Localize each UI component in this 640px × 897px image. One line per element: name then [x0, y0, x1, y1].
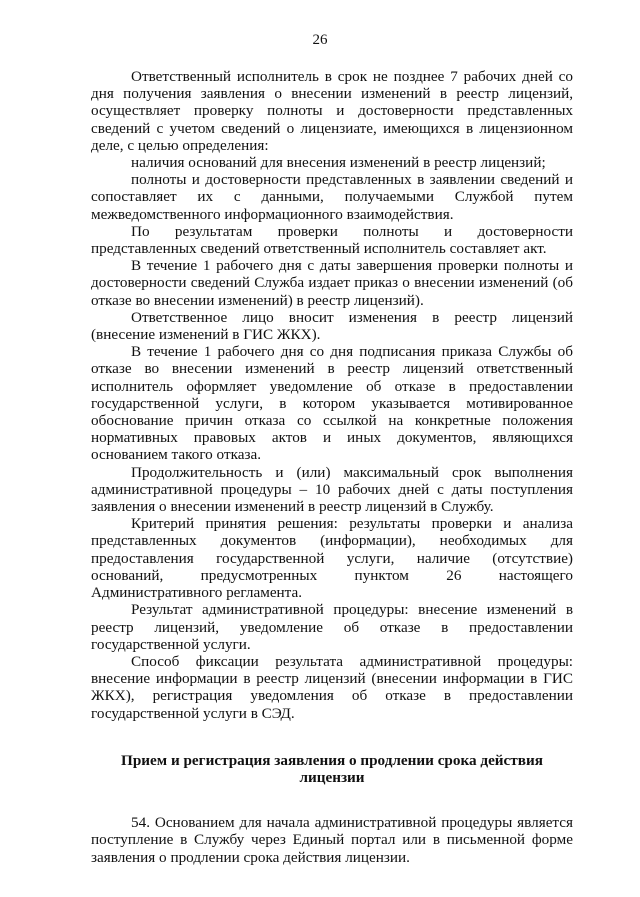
- paragraph-54: 54. Основанием для начала административной процедуры является поступление в Службу через Единый портал или в письменной форме заявления о продлении срока действия лицензии.: [91, 814, 573, 866]
- section-heading-line: Прием и регистрация заявления о продлении срока действия: [121, 751, 543, 769]
- paragraph: Ответственный исполнитель в срок не позднее 7 рабочих дней со дня получения заявления о внесении изменений в реестр лицензий, осуществляет проверку полноты и достоверности представленных сведений с учетом сведений о лицензиате, имеющихся в лицензионном деле, с целью определения:: [91, 68, 573, 154]
- paragraph: наличия оснований для внесения изменений в реестр лицензий;: [131, 154, 546, 172]
- page-number: 26: [312, 32, 328, 48]
- paragraph: В течение 1 рабочего дня со дня подписания приказа Службы об отказе во внесении изменений в реестр лицензий ответственный исполнитель оформляет уведомление об отказе в предоставлении государственной услуги, в котором указывается мотивированное обоснование причин отказа со ссылкой на конкретные положения нормативных правовых актов и иных документов, являющихся основанием такого отказа.: [91, 343, 573, 464]
- section-heading: [91, 752, 573, 786]
- document-body: [91, 68, 573, 866]
- paragraph: Ответственное лицо вносит изменения в реестр лицензий (внесение изменений в ГИС ЖКХ).: [91, 308, 573, 344]
- paragraph: По результатам проверки полноты и достоверности представленных сведений ответственный исполнитель составляет акт.: [91, 222, 573, 258]
- section-heading-line: лицензии: [299, 768, 365, 786]
- paragraph: В течение 1 рабочего дня с даты завершения проверки полноты и достоверности сведений Служба издает приказ о внесении изменений (об отказе во внесении изменений) в реестр лицензий).: [91, 257, 573, 309]
- paragraph: Продолжительность и (или) максимальный срок выполнения административной процедуры – 10 рабочих дней с даты поступления заявления о внесении изменений в реестр лицензий в Службу.: [91, 463, 573, 516]
- paragraph: Критерий принятия решения: результаты проверки и анализа представленных документов (информации), необходимых для предоставления государственной услуги, наличие (отсутствие) оснований, предусмотренных пунктом 26 настоящего Административного регламента.: [91, 515, 573, 602]
- paragraph: Результат административной процедуры: внесение изменений в реестр лицензий, уведомление об отказе в предоставлении государственной услуги.: [91, 601, 573, 653]
- paragraph: Способ фиксации результата административной процедуры: внесение информации в реестр лицензий (внесении информации в ГИС ЖКХ), регистрация уведомления об отказе в предоставлении государственной услуги в СЭД.: [91, 652, 573, 722]
- paragraph: полноты и достоверности представленных в заявлении сведений и сопоставляет их с данными, получаемыми Службой путем межведомственного информационного взаимодействия.: [91, 171, 573, 223]
